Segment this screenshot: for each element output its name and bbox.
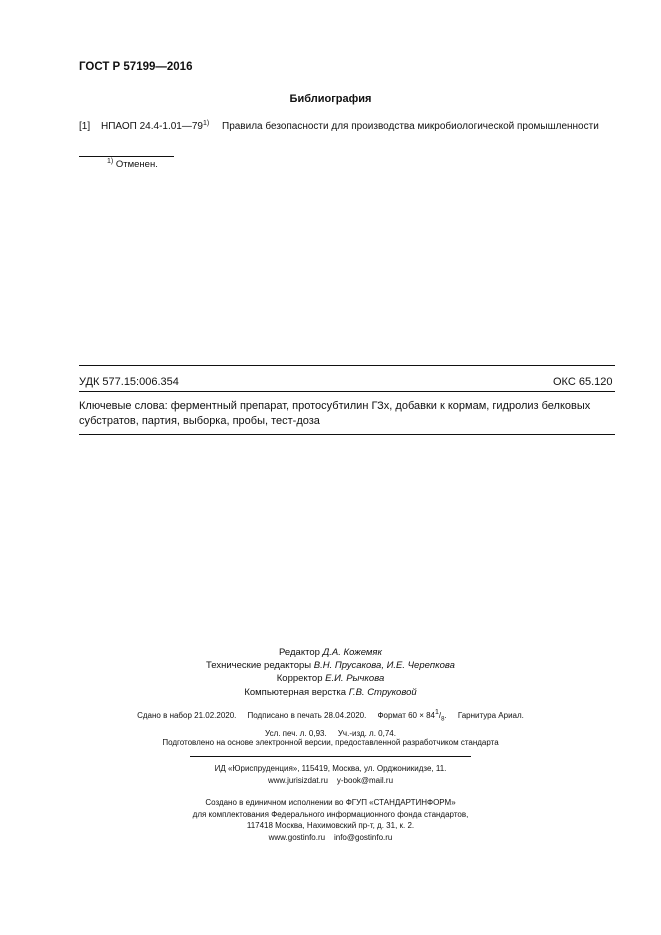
print-sheets: Усл. печ. л. 0,93.	[265, 728, 327, 738]
credit-editor-name: Д.А. Кожемяк	[322, 647, 382, 658]
printer-contacts	[0, 832, 661, 844]
credits	[0, 646, 661, 699]
printer-site-link[interactable]: www.gostinfo.ru	[268, 832, 326, 842]
publication-info	[0, 709, 661, 741]
footnote-mark: 1)	[107, 158, 114, 165]
credit-corrector-name: Е.И. Рычкова	[325, 673, 385, 685]
sent-date: Сдано в набор 21.02.2020.	[137, 711, 237, 720]
printer-email-link[interactable]: info@gostinfo.ru	[333, 832, 393, 842]
footnote-rule	[79, 156, 174, 157]
credit-corrector-label: Корректор	[276, 673, 326, 685]
credit-tech-names: В.Н. Прусакова, И.Е. Черепкова	[313, 660, 455, 672]
entry-code	[101, 121, 222, 132]
printer-address: 117418 Москва, Нахимовский пр-т, д. 31, к. 2.	[246, 821, 415, 830]
document-id: ГОСТ Р 57199—2016	[79, 61, 193, 73]
publisher-info	[0, 763, 661, 786]
publication-line-1	[0, 709, 661, 727]
printer-info	[0, 797, 661, 843]
typeface: Гарнитура Ариал.	[457, 711, 524, 720]
credit-corrector	[0, 672, 661, 685]
publisher-contacts	[0, 775, 661, 787]
bibliography-entry	[79, 121, 599, 132]
printer-line-2: для комплектования Федерального информационного фонда стандартов,	[192, 809, 469, 819]
entry-number: [1]	[79, 121, 91, 132]
printer-line-1: Создано в единичном исполнении во ФГУП «СТАНДАРТИНФОРМ»	[205, 798, 456, 807]
footnote-text: Отменен.	[113, 159, 158, 170]
entry-code-text: НПАОП 24.4-1.01—79	[101, 121, 203, 132]
publisher-address: ИД «Юриспруденция», 115419, Москва, ул. Орджоникидзе, 11.	[214, 764, 447, 773]
divider-bottom	[79, 434, 615, 435]
divider-publisher	[190, 756, 471, 757]
format-prefix: Формат 60 × 84	[377, 711, 435, 720]
entry-title: Правила безопасности для производства микробиологической промышленности	[222, 121, 599, 132]
credit-editor-label: Редактор	[279, 647, 323, 658]
publisher-site-link[interactable]: www.jurisizdat.ru	[267, 775, 328, 785]
credit-layout-name: Г.В. Струковой	[348, 686, 417, 698]
footnote	[107, 159, 158, 170]
publisher-email-link[interactable]: y-book@mail.ru	[336, 775, 394, 785]
credit-layout-label: Компьютерная верстка	[244, 686, 349, 698]
credit-layout	[0, 686, 661, 699]
prepared-note: Подготовлено на основе электронной версии, предоставленной разработчиком стандарта	[162, 738, 499, 747]
credit-tech-label: Технические редакторы	[206, 660, 314, 672]
format-numerator: 1	[435, 709, 439, 716]
keywords: Ключевые слова: ферментный препарат, протосубтилин ГЗх, добавки к кормам, гидролиз белковых субстратов, партия, выборка, пробы, тест-доза	[79, 400, 591, 427]
credit-tech	[0, 659, 661, 672]
paper-format: Формат $60 \times 84^1/_8$.	[377, 709, 447, 723]
entry-footnote-mark: 1)	[202, 120, 210, 127]
udk-code: УДК 577.15:006.354	[79, 376, 179, 388]
oks-code: ОКС 65.120	[553, 376, 613, 388]
format-denominator: 8	[441, 716, 445, 723]
bibliography-title: Библиография	[289, 93, 372, 105]
divider-middle	[79, 391, 615, 392]
divider-top	[79, 365, 615, 366]
publisher-sheets: Уч.-изд. л. 0,74.	[337, 728, 396, 738]
credit-editor	[0, 646, 661, 659]
signed-date: Подписано в печать 28.04.2020.	[247, 711, 367, 720]
